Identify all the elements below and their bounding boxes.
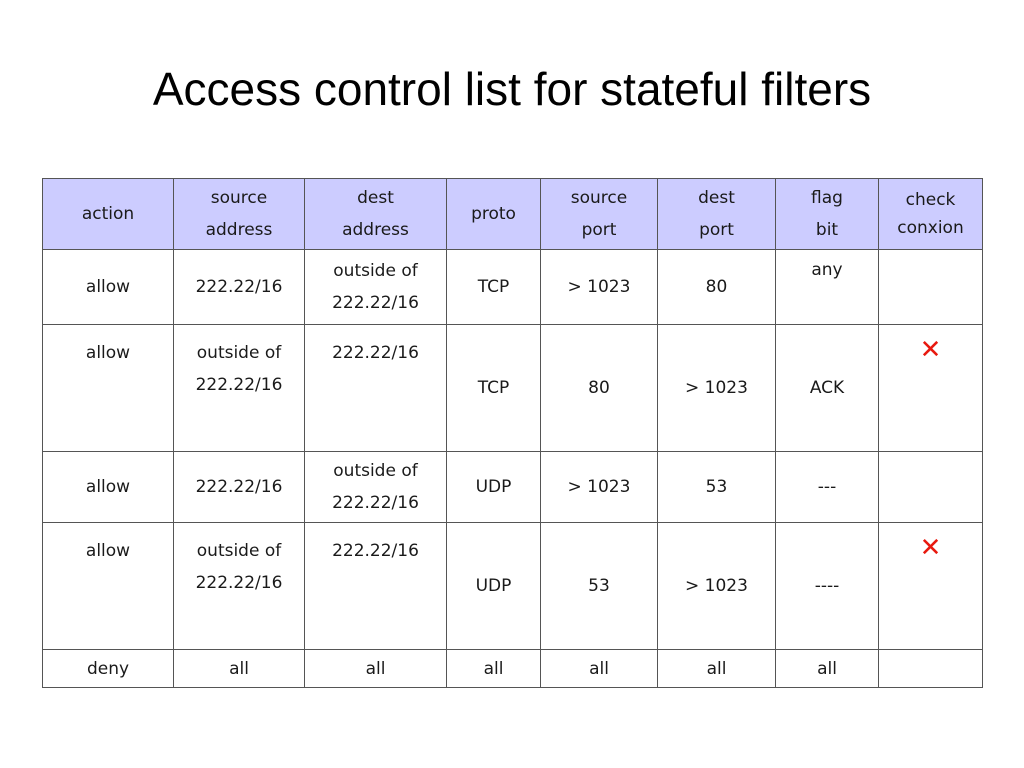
cell-source-address: all	[174, 650, 305, 688]
cell-proto: UDP	[447, 523, 541, 650]
cell-dest-port: 53	[658, 452, 776, 523]
cell-check-conxion	[879, 250, 983, 325]
cell-flag-bit: any	[776, 250, 879, 325]
cross-mark-icon: ✕	[919, 533, 942, 563]
cell-action: deny	[43, 650, 174, 688]
cell-source-port: 53	[541, 523, 658, 650]
header-action: action	[43, 179, 174, 250]
cell-source-port: > 1023	[541, 452, 658, 523]
cell-proto: TCP	[447, 250, 541, 325]
cell-action: allow	[43, 250, 174, 325]
cell-proto: all	[447, 650, 541, 688]
table-row	[43, 452, 983, 523]
cell-flag-bit: ----	[776, 523, 879, 650]
cell-source-port: all	[541, 650, 658, 688]
table-row	[43, 325, 983, 452]
cell-dest-port: > 1023	[658, 325, 776, 452]
cell-source-address: 222.22/16	[174, 250, 305, 325]
table-row	[43, 250, 983, 325]
cell-source-port: 80	[541, 325, 658, 452]
cell-action: allow	[43, 325, 174, 452]
cell-check-conxion	[879, 650, 983, 688]
cell-flag-bit: ---	[776, 452, 879, 523]
table-row	[43, 523, 983, 650]
cross-mark-icon: ✕	[919, 335, 942, 365]
cell-proto: UDP	[447, 452, 541, 523]
cell-dest-address: 222.22/16	[305, 523, 447, 650]
header-dest-address: dest address	[305, 179, 447, 250]
header-dest-port: dest port	[658, 179, 776, 250]
cell-dest-port: > 1023	[658, 523, 776, 650]
cell-source-address: 222.22/16	[174, 452, 305, 523]
cell-check-conxion	[879, 452, 983, 523]
cell-action: allow	[43, 452, 174, 523]
header-row	[43, 179, 983, 250]
cell-source-address: outside of 222.22/16	[174, 325, 305, 452]
header-proto: proto	[447, 179, 541, 250]
cell-check-conxion	[879, 325, 983, 452]
cell-flag-bit: all	[776, 650, 879, 688]
cell-check-conxion	[879, 523, 983, 650]
slide-title: Access control list for stateful filters	[152, 63, 872, 115]
cell-flag-bit: ACK	[776, 325, 879, 452]
header-check-conxion: check conxion	[879, 179, 983, 250]
cell-source-port: > 1023	[541, 250, 658, 325]
header-source-address: source address	[174, 179, 305, 250]
cell-dest-address: outside of 222.22/16	[305, 250, 447, 325]
cell-dest-address: 222.22/16	[305, 325, 447, 452]
cell-dest-address: all	[305, 650, 447, 688]
acl-table	[42, 178, 983, 688]
cell-proto: TCP	[447, 325, 541, 452]
table-row	[43, 650, 983, 688]
cell-dest-port: 80	[658, 250, 776, 325]
header-flag-bit: flag bit	[776, 179, 879, 250]
cell-dest-port: all	[658, 650, 776, 688]
cell-source-address: outside of 222.22/16	[174, 523, 305, 650]
cell-dest-address: outside of 222.22/16	[305, 452, 447, 523]
cell-action: allow	[43, 523, 174, 650]
header-source-port: source port	[541, 179, 658, 250]
